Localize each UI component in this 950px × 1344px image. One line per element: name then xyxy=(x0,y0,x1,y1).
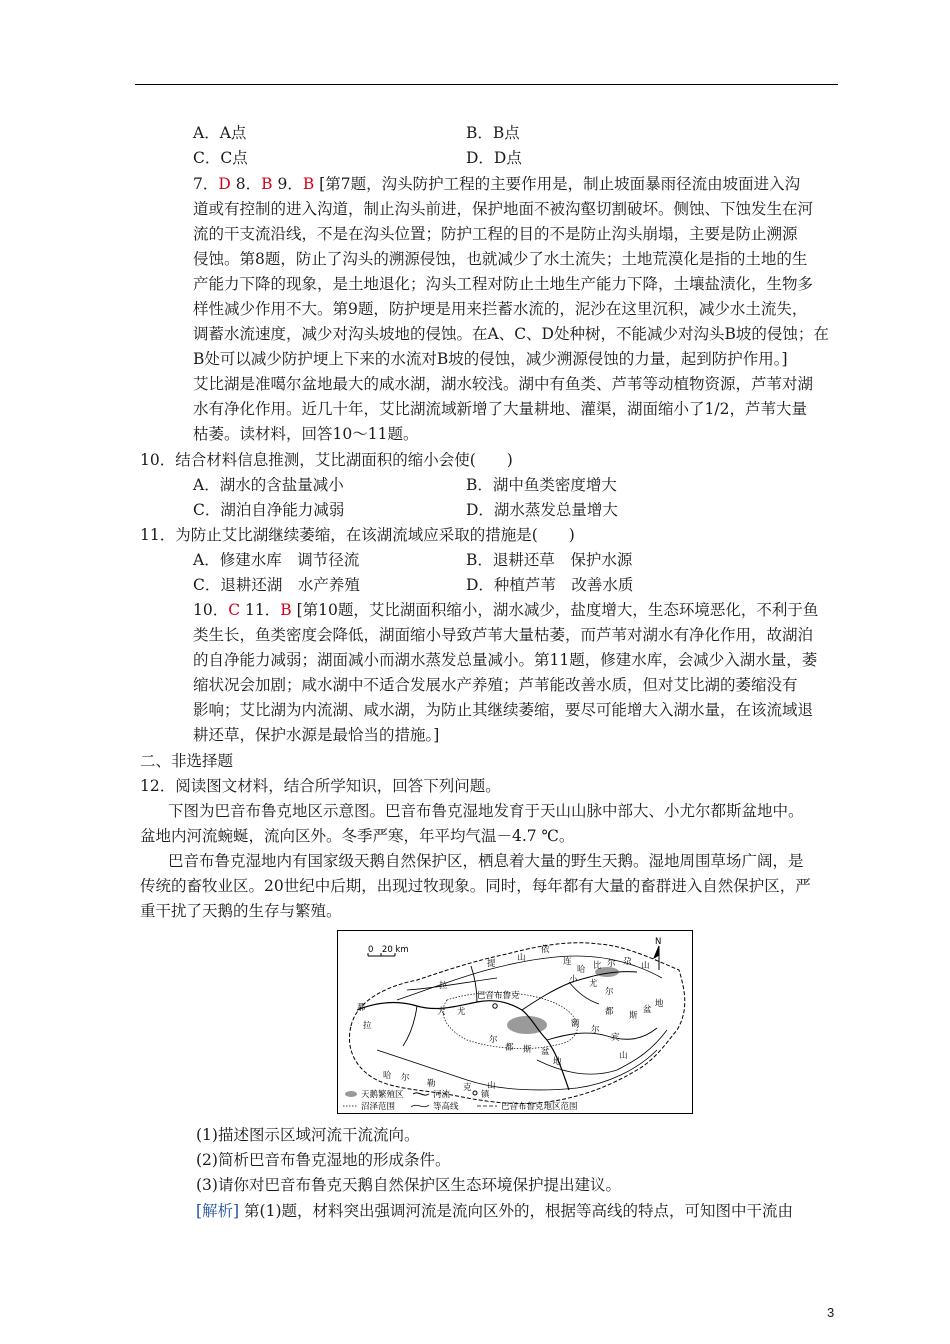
q10-option-b: B．湖中鱼类密度增大 xyxy=(466,476,617,494)
explanation-line: 耕还草，保护水源是最恰当的措施。] xyxy=(193,726,440,744)
map-place-char: 宾 xyxy=(611,1033,620,1043)
answer-7-9-line-0 xyxy=(193,174,800,194)
map-place-char: 依 xyxy=(541,945,550,955)
legend-marsh: 沼泽范围 xyxy=(361,1102,396,1112)
q11-stem: 11．为防止艾比湖继续萎缩，在该湖流域应采取的措施是( ) xyxy=(140,526,575,544)
answer-10-num: 10． xyxy=(193,601,229,619)
q11-option-c: C．退耕还湖 水产养殖 xyxy=(193,576,360,594)
material-line: 枯萎。读材料，回答10～11题。 xyxy=(193,425,419,443)
map-place-char: 拉 xyxy=(439,981,448,991)
q12-para-line: 巴音布鲁克湿地内有国家级天鹅自然保护区，栖息着大量的野生天鹅。湿地周围草场广阔，是 xyxy=(168,852,804,870)
map-place-char: 拉 xyxy=(363,1021,372,1031)
map-place-char: 比 xyxy=(593,961,602,971)
map-place-char: 盆 xyxy=(643,1005,652,1015)
material-line: 水有净化作用。近几十年，艾比湖流域新增了大量耕地、灌渠，湖面缩小了1/2，芦苇大量 xyxy=(193,400,807,418)
map-place-char: 山 xyxy=(619,1051,628,1061)
legend-river: 河流 xyxy=(433,1090,451,1100)
bayanbulak-map xyxy=(337,930,693,1114)
q12-sub-1: (1)描述图示区域河流干流流向。 xyxy=(196,1126,420,1144)
swan-area xyxy=(507,1016,547,1034)
q11-option-d: D．种植芦苇 改善水质 xyxy=(466,576,634,594)
legend-swan: 天鹅繁殖区 xyxy=(361,1090,404,1100)
analysis-line xyxy=(196,1201,793,1221)
explanation-text: [第7题，沟头防护工程的主要作用是，制止坡面暴雨径流由坡面进入沟 xyxy=(319,175,801,193)
q12-para-line: 盆地内河流蜿蜒，流向区外。冬季严寒，年平均气温－4.7 ℃。 xyxy=(140,827,575,845)
header-rule xyxy=(135,84,838,85)
map-place-char: 大 xyxy=(437,1007,446,1017)
map-place-char: 尕 xyxy=(623,957,632,967)
map-place-char: 提 xyxy=(487,959,496,969)
map-place-char: 斯 xyxy=(523,1045,532,1055)
map-place-char: 勒 xyxy=(427,1079,436,1089)
town-label: 巴音布鲁克 xyxy=(477,991,520,1001)
map-place-char: 山 xyxy=(517,953,526,963)
legend-swan-swatch xyxy=(345,1091,357,1097)
explanation-line: B处可以减少防护埂上下来的水流对B坡的侵蚀，减少溯源侵蚀的力量，起到防护作用。] xyxy=(193,350,788,368)
q12-para-line: 传统的畜牧业区。20世纪中后期，出现过牧现象。同时，每年都有大量的畜群进入自然保护区，严 xyxy=(140,877,811,895)
map-place-char: 尔 xyxy=(489,1035,498,1045)
map-place-char: 连 xyxy=(563,957,572,967)
answer-11-num: 11． xyxy=(245,601,281,619)
map-svg xyxy=(337,930,693,1114)
answer-10-11-line-0 xyxy=(193,600,818,620)
map-place-char: 地 xyxy=(655,999,664,1009)
explanation-line: 样性减少作用不大。第9题，防护埂是用来拦蓄水流的，泥沙在这里沉积，减少水土流失， xyxy=(193,300,808,318)
map-place-char: 小 xyxy=(569,975,578,985)
map-place-char: 尔 xyxy=(401,1073,410,1083)
map-place-char: 额 xyxy=(571,1019,580,1029)
map-place-char: 那 xyxy=(357,1003,366,1013)
explanation-line: 的自净能力减弱；湖面减小而湖水蒸发总量减小。第11题，修建水库，会减少入湖水量，萎 xyxy=(193,651,818,669)
q10-option-c: C．湖泊自净能力减弱 xyxy=(193,501,345,519)
answer-9: B xyxy=(302,175,315,193)
map-place-char: 尤 xyxy=(457,1007,466,1017)
map-place-char: 盆 xyxy=(541,1047,550,1057)
north-label: N xyxy=(655,937,662,947)
explanation-line: 缩状况会加剧；咸水湖中不适合发展水产养殖；芦苇能改善水质，但对艾比湖的萎缩没有 xyxy=(193,676,798,694)
q6-option-b: B．B点 xyxy=(466,124,520,142)
explanation-line: 影响；艾比湖为内流湖、咸水湖，为防止其继续萎缩，要尽可能增大入湖水量，在该流域退 xyxy=(193,701,814,719)
answer-9-num: 9． xyxy=(277,175,303,193)
map-place-char: 山 xyxy=(641,961,650,971)
map-place-char: 尔 xyxy=(607,959,616,969)
legend-boundary: 巴音布鲁克地区范围 xyxy=(501,1102,578,1112)
map-place-char: 尔 xyxy=(591,1025,600,1035)
q6-option-d: D．D点 xyxy=(466,149,522,167)
q12-sub-2: (2)简析巴音布鲁克湿地的形成条件。 xyxy=(196,1151,451,1169)
answer-7-num: 7． xyxy=(193,175,219,193)
answer-8: B xyxy=(261,175,273,193)
explanation-line: 调蓄水流速度，减少对沟头坡地的侵蚀。在A、C、D处种树，不能减少对沟头B坡的侵蚀；在 xyxy=(193,325,829,343)
q10-option-a: A．湖水的含盐量减小 xyxy=(193,476,344,494)
map-place-char: 斯 xyxy=(629,1011,638,1021)
material-line: 艾比湖是准噶尔盆地最大的咸水湖，湖水较浅。湖中有鱼类、芦苇等动植物资源，芦苇对湖 xyxy=(193,375,814,393)
q10-option-d: D．湖水蒸发总量增大 xyxy=(466,501,618,519)
answer-10: C xyxy=(228,601,241,619)
section-title: 二、非选择题 xyxy=(140,752,234,770)
map-place-char: 尔 xyxy=(605,987,614,997)
map-place-char: 克 xyxy=(463,1083,472,1093)
explanation-line: 流的干支流沿线，不是在沟头位置；防护工程的目的不是防止沟头崩塌，主要是防止溯源 xyxy=(193,225,798,243)
explanation-text: [第10题，艾比湖面积缩小，湖水减少，盐度增大，生态环境恶化，不利于鱼 xyxy=(296,601,819,619)
answer-8-num: 8． xyxy=(235,175,262,193)
q12-sub-3: (3)请你对巴音布鲁克天鹅自然保护区生态环境保护提出建议。 xyxy=(196,1176,621,1194)
q6-option-c: C．C点 xyxy=(193,149,248,167)
q12-para-line: 重干扰了天鹅的生存与繁殖。 xyxy=(140,902,342,920)
map-place-char: 地 xyxy=(553,1057,562,1067)
q12-stem: 12．阅读图文材料，结合所学知识，回答下列问题。 xyxy=(140,777,501,795)
answer-7: D xyxy=(218,175,231,193)
scale-label: 0 20 km xyxy=(368,945,409,955)
q10-stem: 10．结合材料信息推测，艾比湖面积的缩小会使( ) xyxy=(140,451,513,469)
legend-contour: 等高线 xyxy=(433,1102,459,1112)
explanation-line: 类生长，鱼类密度会降低，湖面缩小导致芦苇大量枯萎，而芦苇对湖水有净化作用，故湖泊 xyxy=(193,626,814,644)
map-place-char: 都 xyxy=(605,1007,614,1017)
analysis-text: 第(1)题，材料突出强调河流是流向区外的，根据等高线的特点，可知图中干流由 xyxy=(244,1202,794,1220)
map-place-char: 山 xyxy=(487,1081,496,1091)
q12-para-line: 下图为巴音布鲁克地区示意图。巴音布鲁克湿地发育于天山山脉中部大、小尤尔都斯盆地中。 xyxy=(168,802,804,820)
map-place-char: 都 xyxy=(505,1043,514,1053)
map-place-char: 哈 xyxy=(383,1071,392,1081)
map-place-char: 哈 xyxy=(577,965,586,975)
legend-town: 镇 xyxy=(481,1090,490,1100)
analysis-tag: [解析] xyxy=(196,1202,240,1220)
q11-option-a: A．修建水库 调节径流 xyxy=(193,551,360,569)
explanation-line: 道或有控制的进入沟道，制止沟头前进，保护地面不被沟壑切割破坏。侧蚀、下蚀发生在河 xyxy=(193,200,814,218)
q11-option-b: B．退耕还草 保护水源 xyxy=(466,551,633,569)
page-number: 3 xyxy=(827,1305,835,1320)
explanation-line: 产能力下降的现象，是土地退化；沟头工程对防止土地生产能力下降，土壤盐渍化，生物多 xyxy=(193,275,814,293)
answer-11: B xyxy=(280,601,292,619)
map-place-char: 尤 xyxy=(589,979,598,989)
explanation-line: 侵蚀。第8题，防止了沟头的溯源侵蚀，也就减少了水土流失；土地荒漠化是指的土地的生 xyxy=(193,250,808,268)
q6-option-a: A．A点 xyxy=(193,124,247,142)
